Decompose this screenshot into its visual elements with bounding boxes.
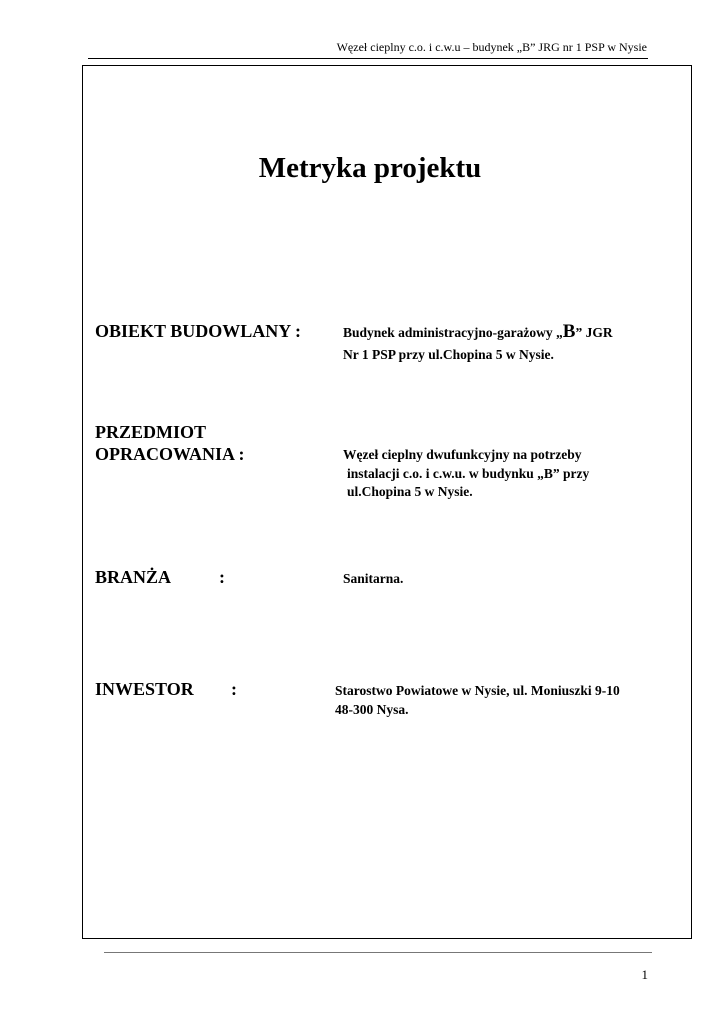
obiekt-value-line1: [343, 323, 613, 342]
obiekt-label: OBIEKT BUDOWLANY :: [95, 321, 302, 341]
footer-rule: [104, 952, 652, 953]
inwestor-label: INWESTOR: [95, 679, 194, 699]
inwestor-value-line2: 48-300 Nysa.: [335, 702, 409, 717]
page-frame: [82, 65, 692, 939]
branza-value: Sanitarna.: [343, 571, 404, 586]
przedmiot-value-line1: Węzeł cieplny dwufunkcyjny na potrzeby: [343, 447, 582, 462]
branza-label: BRANŻA: [95, 567, 172, 587]
przedmiot-value-line3: ul.Chopina 5 w Nysie.: [347, 484, 473, 499]
page-title: Metryka projektu: [258, 152, 482, 184]
obiekt-value-post: ” JGR: [575, 325, 613, 340]
header-rule: [88, 58, 648, 59]
przedmiot-label-line2: OPRACOWANIA :: [95, 444, 245, 464]
obiekt-value-b: B: [562, 321, 576, 342]
inwestor-colon: :: [231, 679, 237, 699]
running-header: Węzeł cieplny c.o. i c.w.u – budynek „B” JRG nr 1 PSP w Nysie: [336, 40, 647, 54]
przedmiot-label-line1: PRZEDMIOT: [95, 422, 207, 442]
page-number: 1: [641, 967, 648, 982]
przedmiot-value-line2: instalacji c.o. i c.w.u. w budynku „B” przy: [347, 466, 590, 481]
obiekt-value-pre: Budynek administracyjno-garażowy „: [343, 325, 563, 340]
branza-colon: :: [219, 567, 225, 587]
obiekt-value-line2: Nr 1 PSP przy ul.Chopina 5 w Nysie.: [343, 347, 554, 362]
inwestor-value-line1: Starostwo Powiatowe w Nysie, ul. Moniuszki 9-10: [335, 683, 620, 698]
